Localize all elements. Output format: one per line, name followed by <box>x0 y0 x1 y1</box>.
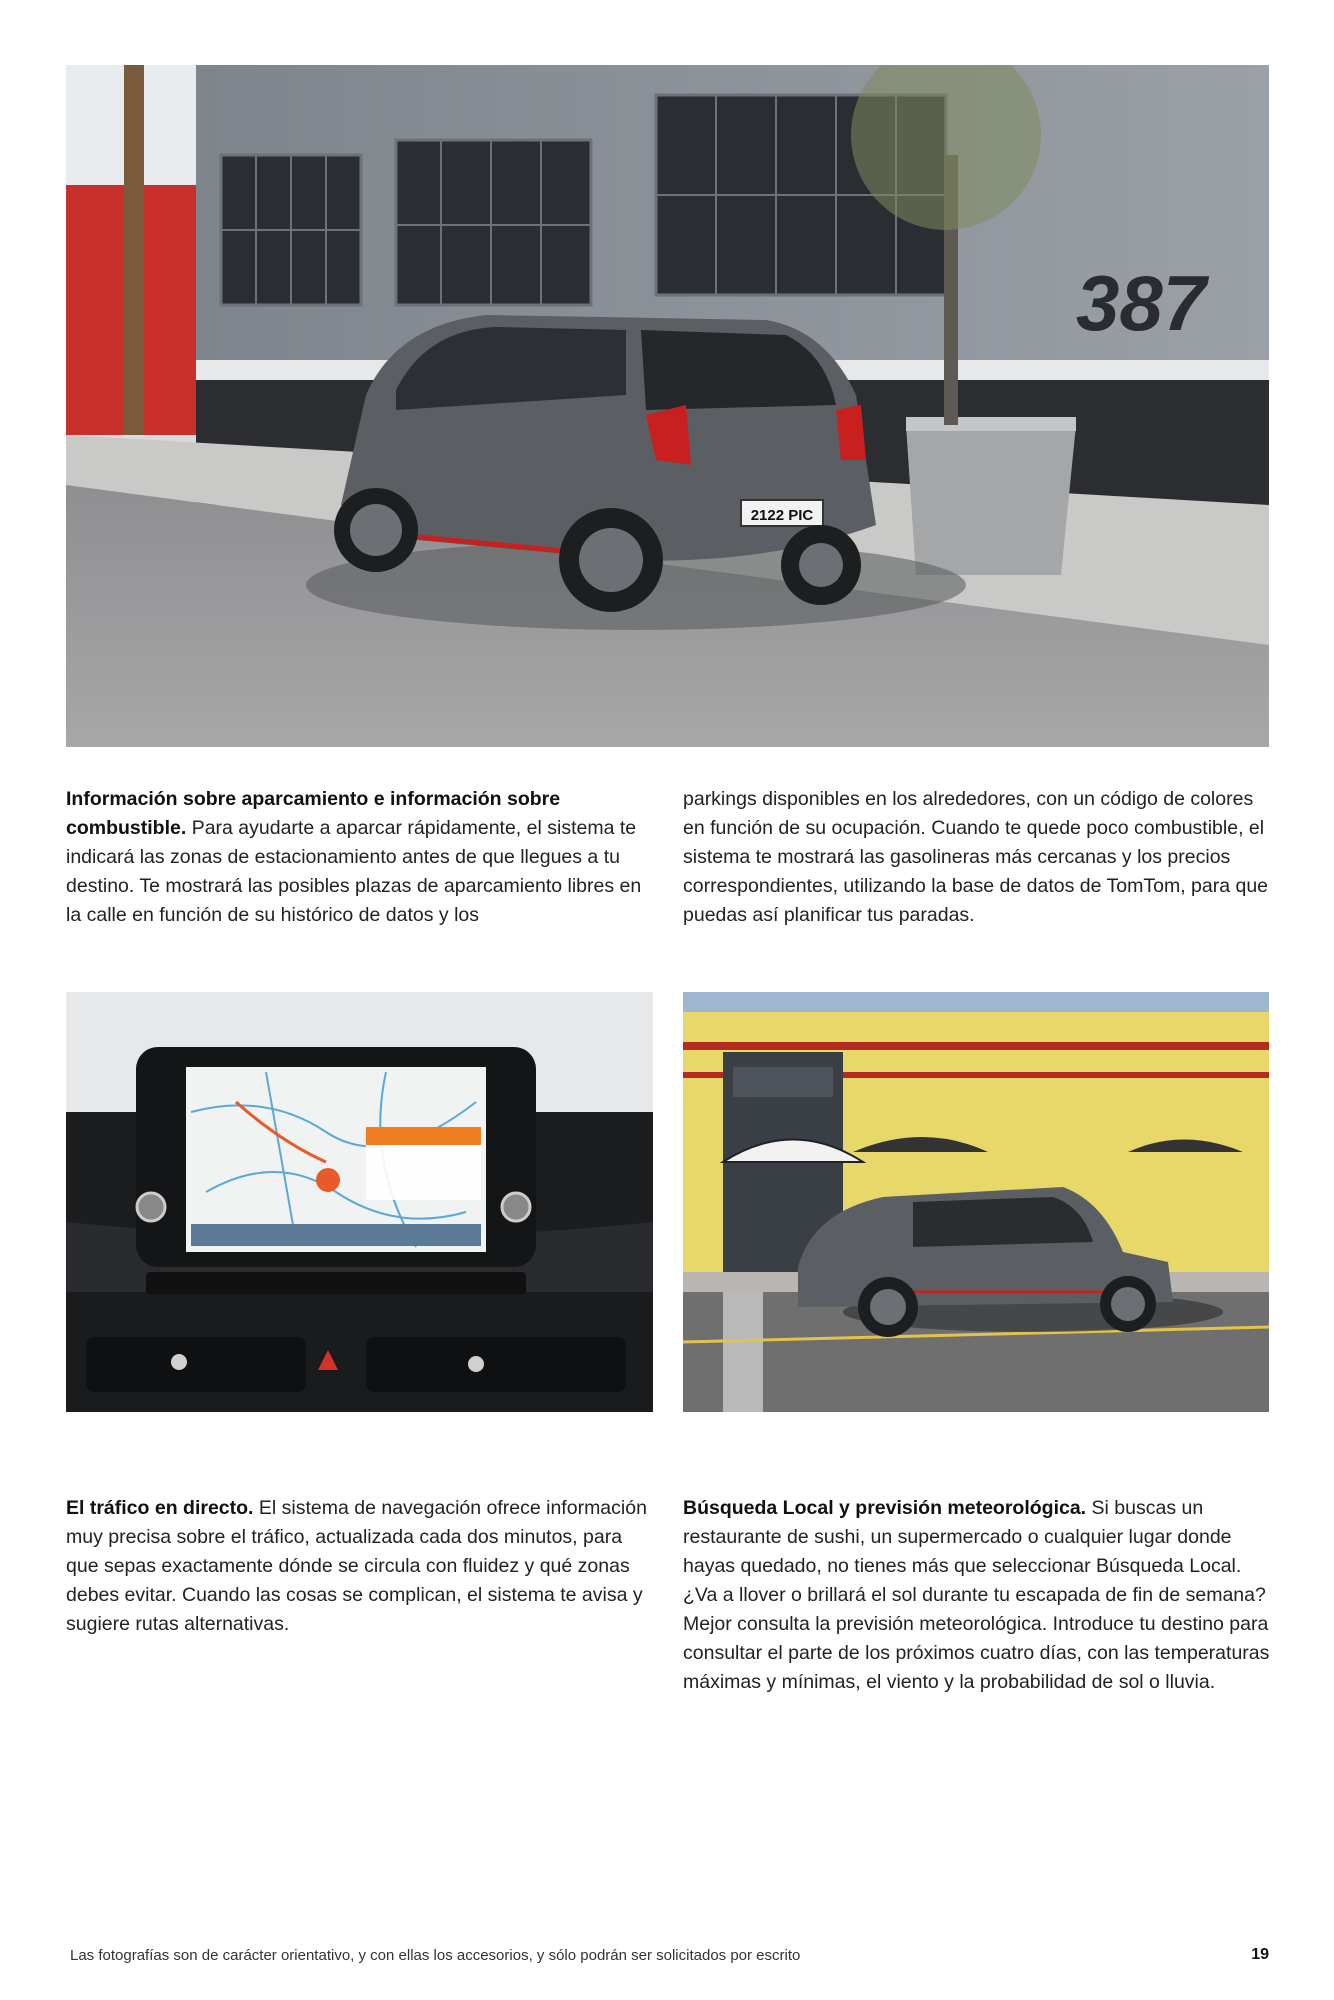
parking-info-body-part1: Para ayudarte a aparcar rápidamente, el sistema te indicará las zonas de estacionamiento antes de que llegues a tu destino. Te mostrará las posibles plazas de aparcamiento libres en la calle en función de su histórico de datos y los <box>66 817 642 926</box>
navigation-screen-photo <box>66 992 653 1412</box>
building-number: 387 <box>1076 259 1207 347</box>
weather-heading: Búsqueda Local y previsión meteorológica. <box>683 1497 1087 1519</box>
street-car-photo <box>683 992 1269 1412</box>
traffic-body: El sistema de navegación ofrece información muy precisa sobre el tráfico, actualizada cada dos minutos, para que sepas exactamente dónde se circula con fluidez y qué zonas debes evitar. Cuando las cosas se complican, el sistema te avisa y sugiere rutas alternativas. <box>66 1497 647 1635</box>
traffic-heading: El tráfico en directo. <box>66 1497 254 1519</box>
parking-info-body-part2: parkings disponibles en los alrededores, con un código de colores en función de su ocupación. Cuando te quede poco combustible, el sistema te mostrará las gasolineras más cercanas y los precios correspondientes, utilizando la base de datos de TomTom, para que puedas así planificar tus paradas. <box>683 788 1269 926</box>
weather-body: Si buscas un restaurante de sushi, un supermercado o cualquier lugar donde hayas quedado, no tienes más que seleccionar Búsqueda Local. ¿Va a llover o brillará el sol durante tu escapada de fin de semana? Mejor consulta la previsión meteorológica. Introduce tu destino para consultar el parte de los próximos cuatro días, con las temperaturas máximas y mínimas, el viento y la probabilidad de sol o lluvia. <box>683 1497 1270 1693</box>
traffic-text <box>66 1494 656 1639</box>
parking-info-heading: Información sobre aparcamiento e información sobre combustible. <box>66 788 561 839</box>
license-plate: 2122 PIC <box>750 507 814 524</box>
footer-disclaimer: Las fotografías son de carácter orientativo, y con ellas los accesorios, y sólo podrán ser solicitados por escrito <box>70 1947 801 1964</box>
hero-car-photo <box>66 65 1269 747</box>
weather-text <box>683 1494 1273 1697</box>
parking-info-text-part1 <box>66 785 656 930</box>
page-number: 19 <box>1251 1946 1269 1963</box>
